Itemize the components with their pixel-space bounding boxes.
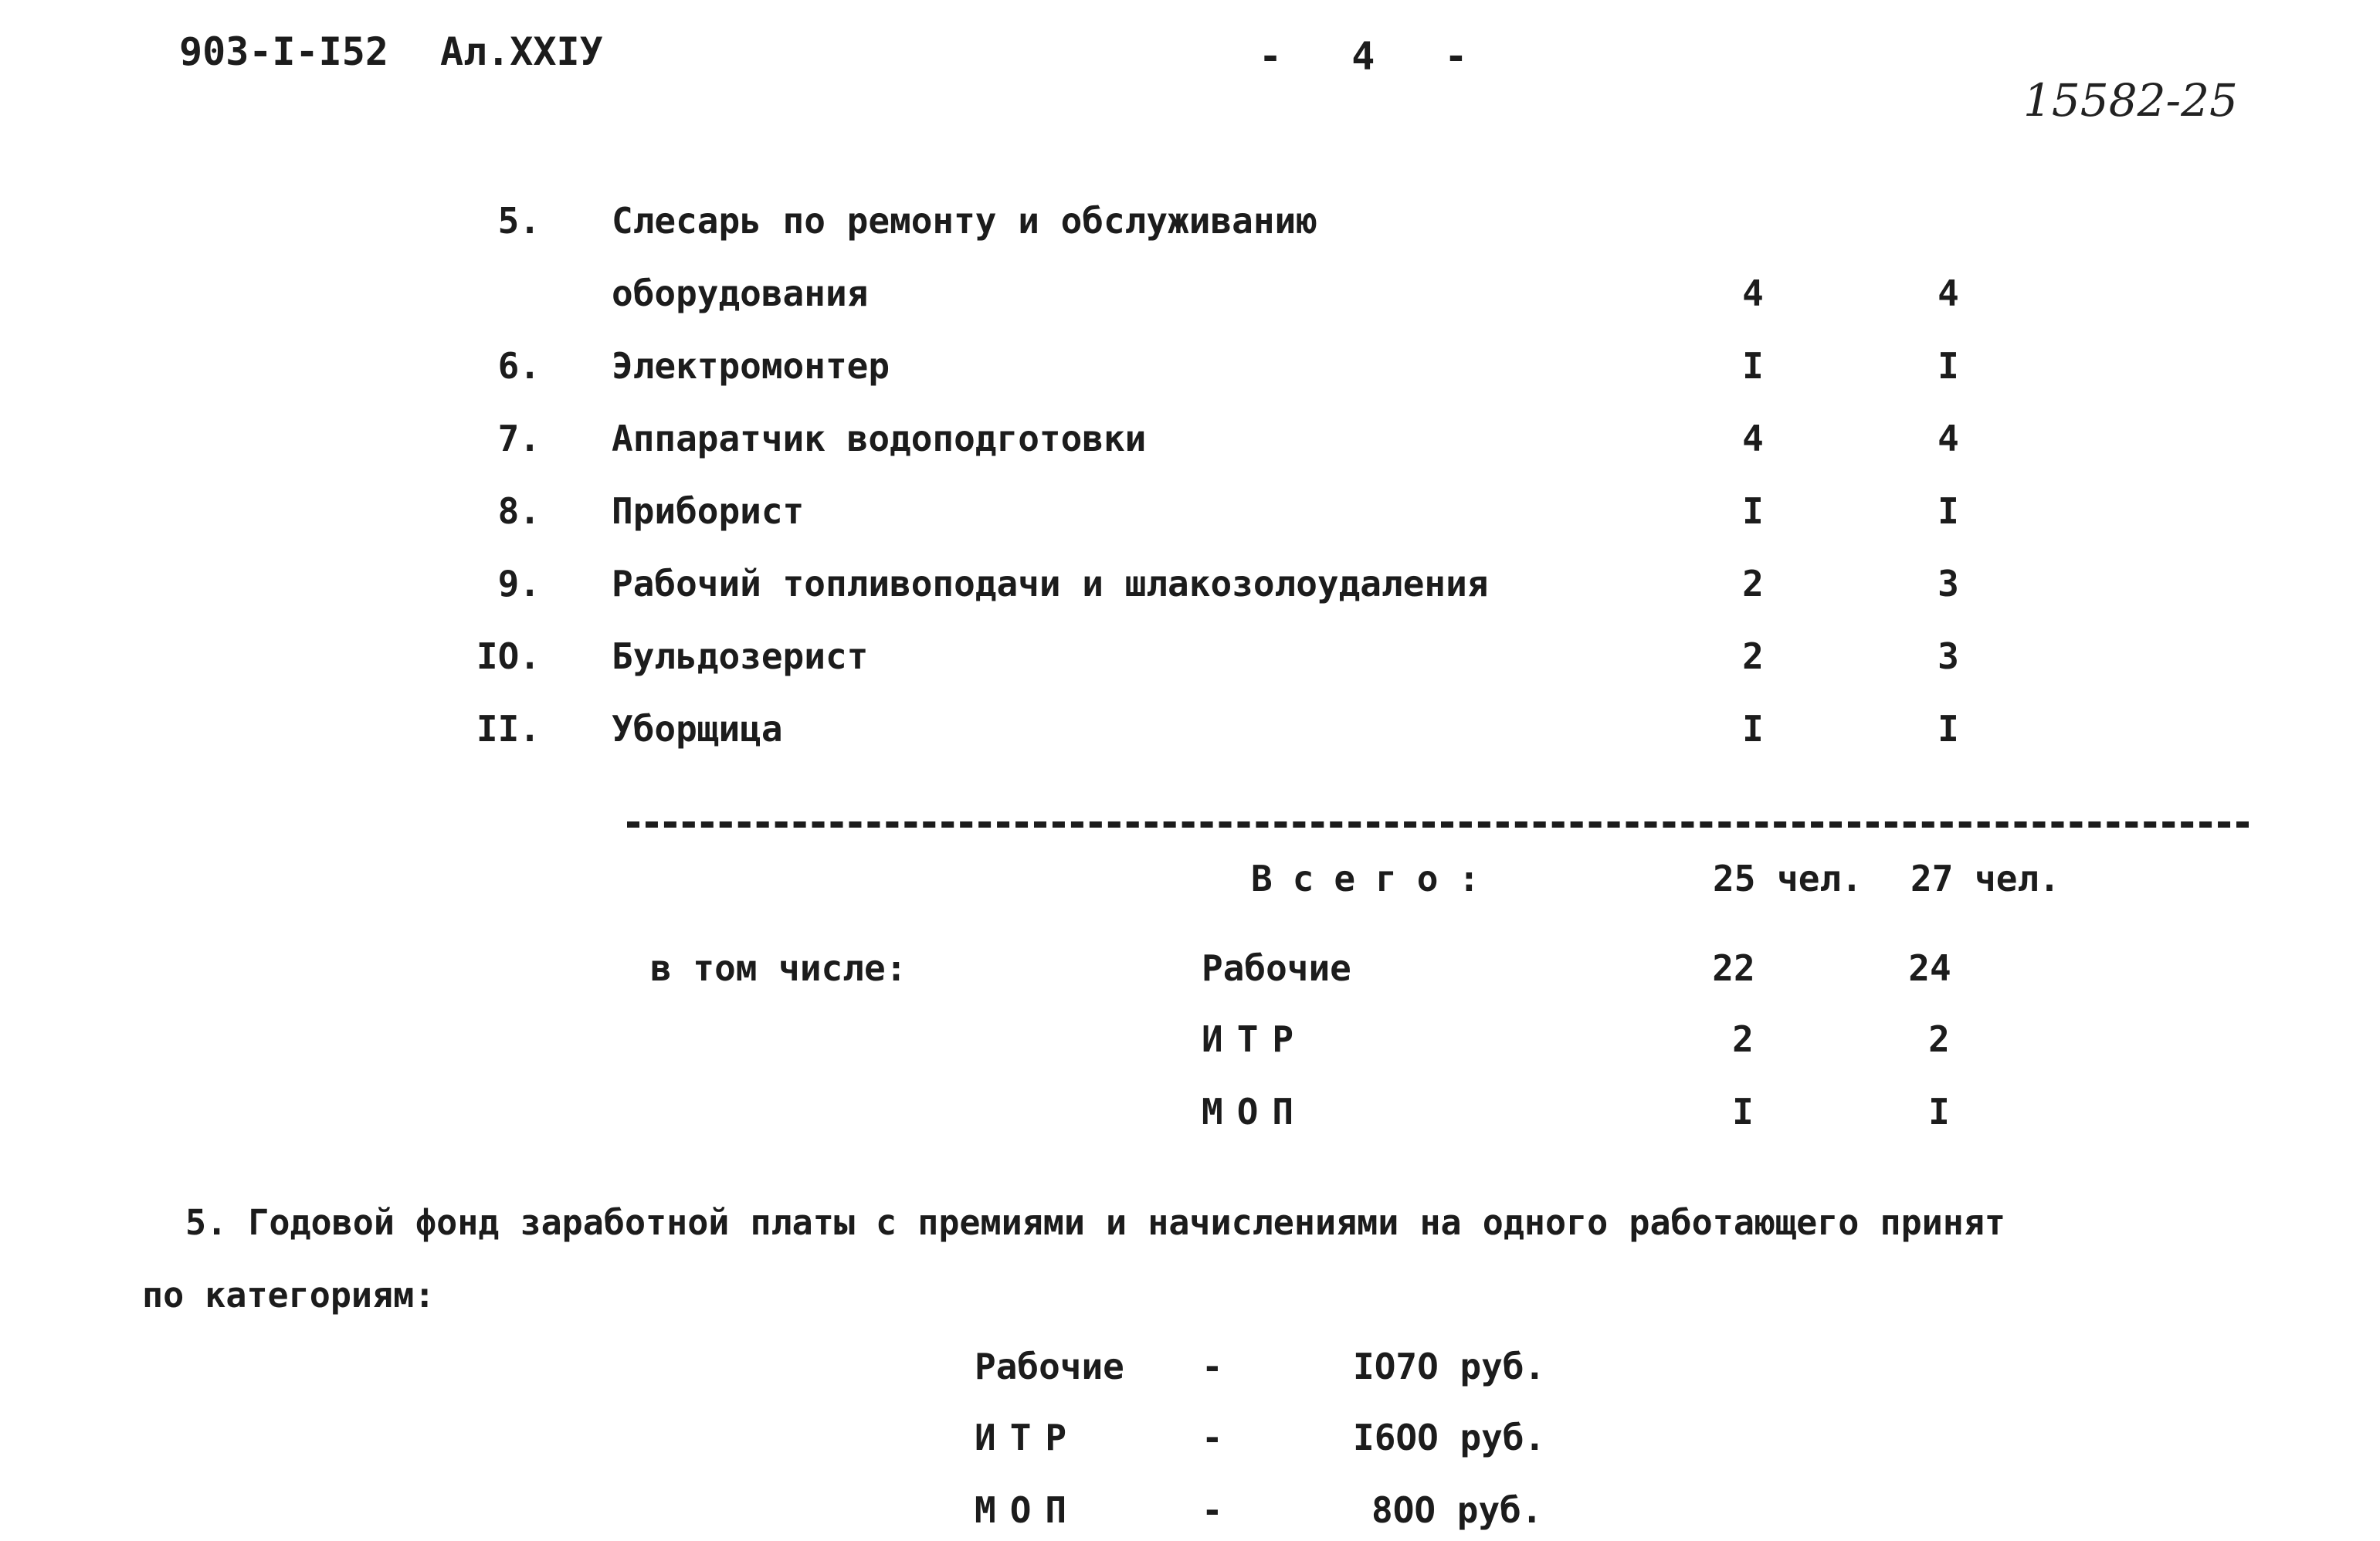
- rate-amount: IO7O руб.: [1353, 1346, 1546, 1387]
- item-number: II.: [476, 708, 541, 750]
- rate-dash: -: [1202, 1489, 1223, 1531]
- item-label: Электромонтер: [612, 345, 890, 387]
- rate-category: Рабочие: [975, 1346, 1124, 1387]
- breakdown-label: Рабочие: [1202, 947, 1351, 989]
- item-label: Слесарь по ремонту и обслуживанию: [612, 200, 1317, 242]
- page-number: - 4 -: [1259, 34, 1491, 79]
- rate-category: МОП: [975, 1489, 1081, 1531]
- breakdown-value-col2: 2: [1928, 1018, 1950, 1060]
- item-value-col2: 4: [1938, 273, 1959, 314]
- document-code: 903-I-I52: [179, 29, 388, 74]
- rate-dash: -: [1202, 1346, 1223, 1387]
- breakdown-value-col2: I: [1928, 1091, 1950, 1133]
- item-value-col2: 3: [1938, 635, 1959, 677]
- item-value-col1: I: [1742, 490, 1764, 532]
- item-number: 9.: [497, 563, 541, 605]
- item-value-col1: 4: [1742, 273, 1764, 314]
- dashed-divider: [627, 821, 2249, 828]
- item-label-continued: оборудования: [612, 273, 869, 314]
- item-number: IO.: [476, 635, 541, 677]
- item-value-col2: 3: [1938, 563, 1959, 605]
- item-value-col2: I: [1938, 345, 1959, 387]
- breakdown-label: МОП: [1202, 1091, 1308, 1133]
- rate-amount: I6OO руб.: [1353, 1417, 1546, 1458]
- total-value-col2: 27 чел.: [1910, 858, 2060, 899]
- rate-amount: 8OO руб.: [1371, 1489, 1543, 1531]
- item-number: 6.: [497, 345, 541, 387]
- item-number: 8.: [497, 490, 541, 532]
- section5-paragraph-line1: 5. Годовой фонд заработной платы с премиями и начислениями на одного работающего принят: [185, 1202, 2006, 1243]
- item-label: Бульдозерист: [612, 635, 869, 677]
- breakdown-label: ИТР: [1202, 1018, 1308, 1060]
- breakdown-value-col2: 24: [1908, 947, 1951, 989]
- item-value-col1: I: [1742, 345, 1764, 387]
- breakdown-value-col1: I: [1732, 1091, 1754, 1133]
- inventory-stamp: 15582-25: [2023, 74, 2238, 127]
- rate-category: ИТР: [975, 1417, 1081, 1458]
- item-label: Аппаратчик водоподготовки: [612, 418, 1147, 459]
- item-value-col2: 4: [1938, 418, 1959, 459]
- album-number: Ал.XXIУ: [440, 29, 603, 74]
- item-value-col2: I: [1938, 490, 1959, 532]
- item-value-col1: 4: [1742, 418, 1764, 459]
- item-value-col2: I: [1938, 708, 1959, 750]
- item-label: Рабочий топливоподачи и шлакозолоудаления: [612, 563, 1489, 605]
- breakdown-value-col1: 22: [1712, 947, 1755, 989]
- item-value-col1: I: [1742, 708, 1764, 750]
- item-label: Приборист: [612, 490, 805, 532]
- rate-dash: -: [1202, 1417, 1223, 1458]
- including-label: в том числе:: [650, 947, 907, 989]
- total-label: Всего:: [1251, 858, 1500, 899]
- item-value-col1: 2: [1742, 563, 1764, 605]
- item-number: 7.: [497, 418, 541, 459]
- item-label: Уборщица: [612, 708, 783, 750]
- item-value-col1: 2: [1742, 635, 1764, 677]
- total-value-col1: 25 чел.: [1713, 858, 1863, 899]
- section5-paragraph-line2: по категориям:: [142, 1275, 436, 1316]
- breakdown-value-col1: 2: [1732, 1018, 1754, 1060]
- item-number: 5.: [497, 200, 541, 242]
